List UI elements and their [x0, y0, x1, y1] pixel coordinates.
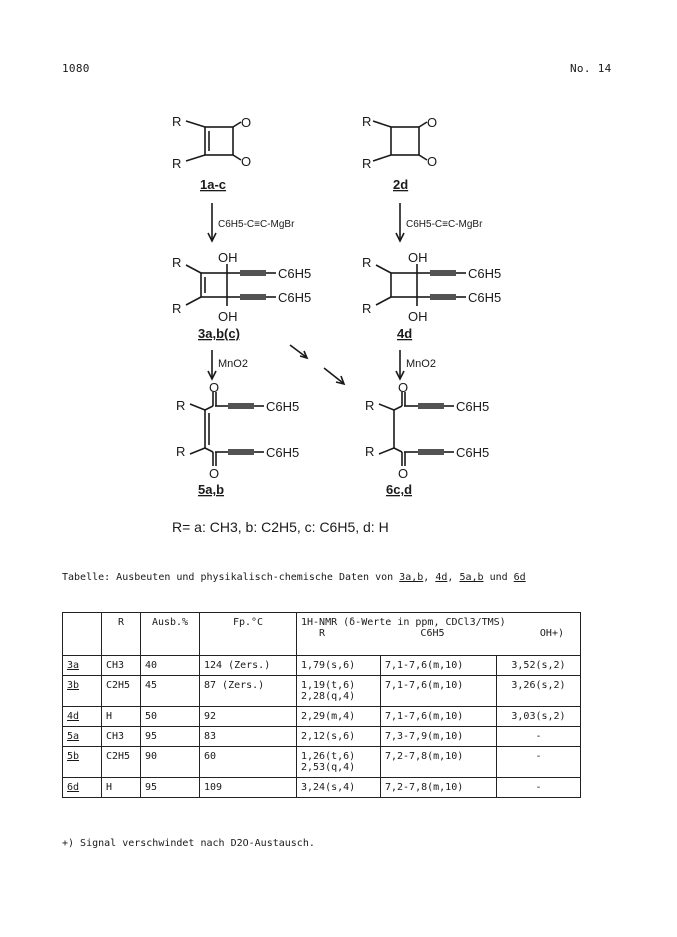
cell-nmr-oh: 3,03(s,2)	[496, 707, 580, 727]
reagent-mno2-left: MnO2	[218, 358, 248, 370]
cell-nmr-oh: -	[496, 778, 580, 798]
table-row	[63, 707, 581, 727]
cell-r: C2H5	[102, 747, 141, 778]
phenyl-label: C6H5	[456, 399, 490, 414]
cell-r: C2H5	[102, 676, 141, 707]
cell-mp: 60	[200, 747, 297, 778]
cell-r: CH3	[102, 727, 141, 747]
r-label: R	[362, 255, 372, 270]
caption-ref: 6d	[513, 572, 526, 583]
structure-6	[379, 392, 454, 466]
cell-mp: 109	[200, 778, 297, 798]
cell-mp: 124 (Zers.)	[200, 656, 297, 676]
o-label: O	[427, 154, 438, 169]
cell-compound: 4d	[63, 707, 102, 727]
structure-5	[190, 392, 264, 466]
reagent-mno2-right: MnO2	[406, 358, 436, 370]
cell-compound: 5a	[63, 727, 102, 747]
r-label: R	[176, 444, 186, 459]
cell-r: CH3	[102, 656, 141, 676]
header-r: R	[102, 613, 141, 656]
o-label: O	[209, 380, 220, 395]
cell-nmr-c6h5: 7,1-7,6(m,10)	[380, 676, 496, 707]
caption-ref: 3a,b	[399, 572, 424, 583]
cell-mp: 92	[200, 707, 297, 727]
caption-joiner: ,	[447, 572, 454, 583]
cell-compound: 5b	[63, 747, 102, 778]
cell-r: H	[102, 778, 141, 798]
cell-yield: 50	[141, 707, 200, 727]
cell-nmr-c6h5: 7,2-7,8(m,10)	[380, 747, 496, 778]
table-row	[63, 778, 581, 798]
r-label: R	[172, 301, 182, 316]
cell-nmr-c6h5: 7,3-7,9(m,10)	[380, 727, 496, 747]
table-row	[63, 747, 581, 778]
diagonal-arrow	[290, 345, 306, 357]
o-label: O	[427, 115, 438, 130]
phenyl-label: C6H5	[266, 399, 300, 414]
cell-nmr-r: 3,24(s,4)	[297, 778, 381, 798]
cell-yield: 95	[141, 727, 200, 747]
cell-yield: 95	[141, 778, 200, 798]
phenyl-label: C6H5	[266, 445, 300, 460]
r-label: R	[176, 398, 186, 413]
o-label: O	[209, 466, 220, 481]
cell-nmr-oh: 3,52(s,2)	[496, 656, 580, 676]
cell-nmr-c6h5: 7,1-7,6(m,10)	[380, 707, 496, 727]
cell-nmr-r: 1,26(t,6) 2,53(q,4)	[297, 747, 381, 778]
r-label: R	[362, 156, 372, 171]
cell-yield: 40	[141, 656, 200, 676]
page-number: 1080	[62, 62, 90, 75]
r-definition: R= a: CH3, b: C2H5, c: C6H5, d: H	[172, 519, 389, 535]
cell-mp: 83	[200, 727, 297, 747]
table-row	[63, 656, 581, 676]
header-yield: Ausb.%	[141, 613, 200, 656]
phenyl-label: C6H5	[456, 445, 490, 460]
r-label: R	[362, 114, 372, 129]
r-label: R	[365, 444, 375, 459]
caption-joiner: ,	[423, 572, 430, 583]
reagent-grignard-left: C6H5-C≡C-MgBr	[218, 219, 295, 230]
header-compound	[63, 613, 102, 656]
issue-number: No. 14	[570, 62, 612, 75]
header-nmr-title: 1H-NMR (δ-Werte in ppm, CDCl3/TMS)	[301, 617, 506, 628]
cell-nmr-c6h5: 7,1-7,6(m,10)	[380, 656, 496, 676]
compound-label-5: 5a,b	[198, 482, 225, 497]
cell-compound: 3a	[63, 656, 102, 676]
cell-yield: 45	[141, 676, 200, 707]
table-row	[63, 676, 581, 707]
compound-label-4d: 4d	[397, 326, 413, 341]
compound-label-6: 6c,d	[386, 482, 413, 497]
reagent-grignard-right: C6H5-C≡C-MgBr	[406, 219, 483, 230]
header-nmr-c6h5: C6H5	[420, 628, 445, 639]
diagonal-arrow	[324, 368, 343, 383]
table-caption	[62, 572, 526, 583]
r-label: R	[365, 398, 375, 413]
cell-nmr-oh: -	[496, 727, 580, 747]
cell-yield: 90	[141, 747, 200, 778]
header-nmr-oh: OH+)	[539, 628, 564, 639]
caption-joiner: und	[489, 572, 508, 583]
cell-compound: 6d	[63, 778, 102, 798]
structure-2d	[373, 121, 427, 161]
cell-nmr-c6h5: 7,2-7,8(m,10)	[380, 778, 496, 798]
cell-mp: 87 (Zers.)	[200, 676, 297, 707]
phenyl-label: C6H5	[468, 266, 502, 281]
cell-nmr-r: 2,12(s,6)	[297, 727, 381, 747]
table-header-row	[63, 613, 581, 656]
cell-compound: 3b	[63, 676, 102, 707]
cell-nmr-r: 1,19(t,6) 2,28(q,4)	[297, 676, 381, 707]
o-label: O	[241, 115, 252, 130]
table-row	[63, 727, 581, 747]
r-label: R	[172, 156, 182, 171]
phenyl-label: C6H5	[468, 290, 502, 305]
caption-ref: 4d	[435, 572, 448, 583]
structure-4d	[376, 264, 466, 306]
compound-label-3: 3a,b(c)	[198, 326, 240, 341]
data-table	[62, 612, 581, 798]
r-label: R	[172, 255, 182, 270]
o-label: O	[398, 380, 409, 395]
cell-nmr-oh: -	[496, 747, 580, 778]
cell-nmr-r: 1,79(s,6)	[297, 656, 381, 676]
structure-1a-c	[186, 121, 241, 161]
oh-label: OH	[408, 250, 428, 265]
r-label: R	[172, 114, 182, 129]
footnote: +) Signal verschwindet nach D2O-Austausch.	[62, 838, 315, 849]
compound-label-2d: 2d	[393, 177, 409, 192]
r-label: R	[362, 301, 372, 316]
header-mp: Fp.°C	[200, 613, 297, 656]
cell-r: H	[102, 707, 141, 727]
header-nmr-r: R	[319, 628, 326, 639]
cell-nmr-r: 2,29(m,4)	[297, 707, 381, 727]
oh-label: OH	[408, 309, 428, 324]
o-label: O	[398, 466, 409, 481]
structure-3	[186, 264, 276, 306]
header-nmr-sub	[301, 628, 576, 639]
caption-prefix: Tabelle: Ausbeuten und physikalisch-chemische Daten von	[62, 572, 394, 583]
cell-nmr-oh: 3,26(s,2)	[496, 676, 580, 707]
header-nmr	[297, 613, 581, 656]
phenyl-label: C6H5	[278, 290, 312, 305]
oh-label: OH	[218, 250, 238, 265]
compound-label-1a-c: 1a-c	[200, 177, 227, 192]
o-label: O	[241, 154, 252, 169]
caption-ref: 5a,b	[459, 572, 484, 583]
oh-label: OH	[218, 309, 238, 324]
phenyl-label: C6H5	[278, 266, 312, 281]
